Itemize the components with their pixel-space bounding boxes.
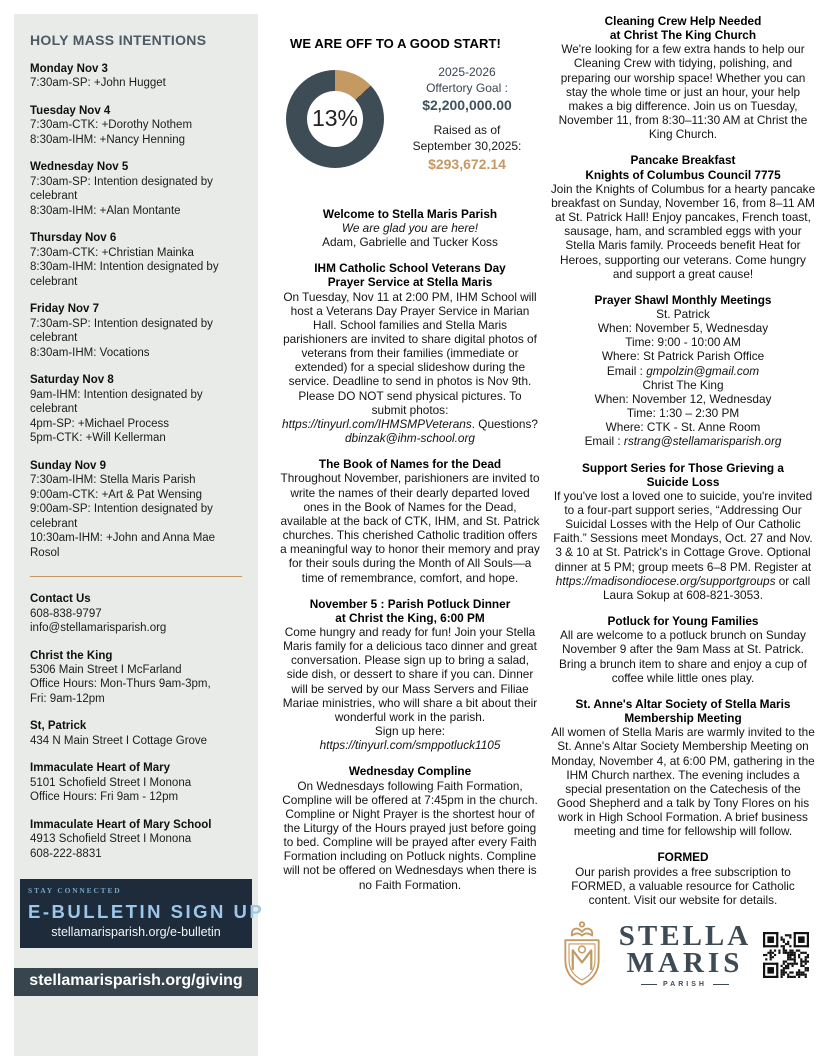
text-run: Time: 1:30 – 2:30 PM <box>626 406 740 421</box>
bulletin-section <box>550 14 816 141</box>
block-heading: Tuesday Nov 4 <box>30 104 111 117</box>
dash-right <box>713 984 729 985</box>
block-heading: Christ the King <box>30 649 113 662</box>
block-line: 4913 Schofield Street I Monona <box>30 833 192 846</box>
bulletin-section <box>550 614 816 685</box>
text-run: On Wednesdays following Faith Formation, Compline will be offered at 7:45pm in the church. Compline or Night Prayer is the shortest hour of the Liturgy of the Hours prayed just before going to bed. Compline will be prayed after every Faith Formation including on Potluck nights. Compline will not be offered on Wednesdays when there is no Faith Formation. <box>282 778 538 892</box>
info-block <box>30 231 242 289</box>
bulletin-section <box>280 457 540 584</box>
section-paragraph <box>550 42 816 141</box>
wordmark-sub-text: PARISH <box>663 980 707 988</box>
bulletin-section <box>280 207 540 249</box>
divider <box>30 576 242 577</box>
section-paragraph <box>550 307 816 321</box>
text-run: Where: St Patrick Parish Office <box>601 349 765 364</box>
block-line: 9:00am-SP: Intention designated by celebrant <box>30 503 213 530</box>
info-block <box>30 302 242 360</box>
block-line: 9:00am-CTK: +Art & Pat Wensing <box>30 488 203 501</box>
section-heading: Pancake Breakfast <box>630 153 736 168</box>
info-block <box>30 104 242 147</box>
text-run: Join the Knights of Columbus for a hearty pancake breakfast on Sunday, November 16, from 8–11 AM at St. Patrick Hall! Enjoy pancakes, French toast, sausage, ham, and scrambled eggs with your Stella Maris family. Proceeds benefit Heat for Heroes, supporting our veterans. Come hungry and support a great cause! <box>550 181 816 281</box>
text-run: St. Patrick <box>656 306 710 321</box>
text-run: We are glad you are here! <box>341 220 479 235</box>
right-sections <box>550 14 816 907</box>
section-heading: IHM Catholic School Veterans Day <box>314 261 506 276</box>
middle-sections <box>280 207 540 892</box>
block-line: 7:30am-CTK: +Christian Mainka <box>30 246 194 259</box>
section-paragraph <box>550 865 816 907</box>
section-heading: Support Series for Those Grieving a <box>582 460 784 475</box>
text-run: On Tuesday, Nov 11 at 2:00 PM, IHM School will host a Veterans Day Prayer Service in Marian Hall. School families and Stella Maris parishioners are invited to share digital photos of veterans from their families (immediate or extended) for a special slideshow during the service. Deadline to send in photos is Nov 9th. Please DO NOT send physical pictures. To submit photos: <box>283 289 537 417</box>
ebulletin-banner[interactable] <box>20 879 265 948</box>
sidebar <box>14 14 265 1056</box>
bulletin-section <box>550 153 816 280</box>
mass-intentions-title: HOLY MASS INTENTIONS <box>30 32 207 48</box>
section-paragraph <box>280 738 540 752</box>
text-run: Our parish provides a free subscription to FORMED, a valuable resource for Catholic content. Visit our website for details. <box>571 864 795 907</box>
link-text[interactable]: https://tinyurl.com/smppotluck1105 <box>319 738 501 753</box>
bulletin-section <box>550 461 816 603</box>
block-line: 7:30am-SP: Intention designated by celebrant <box>30 175 213 203</box>
logo-row <box>550 919 816 991</box>
section-heading: Membership Meeting <box>624 711 742 726</box>
parish-crest-icon <box>557 919 607 991</box>
block-line: 608-222-8831 <box>30 847 102 860</box>
contact-info-list <box>30 592 242 861</box>
section-heading: Knights of Columbus Council 7775 <box>585 167 781 182</box>
bulletin-section <box>280 764 540 891</box>
text-run: . Questions? <box>471 416 538 431</box>
block-heading: Immaculate Heart of Mary School <box>30 818 212 831</box>
block-line: info@stellamarisparish.org <box>30 622 167 635</box>
block-heading: Wednesday Nov 5 <box>30 161 129 174</box>
section-heading: Potluck for Young Families <box>607 614 759 629</box>
section-heading: at Christ the King, 6:00 PM <box>335 610 485 625</box>
link-text[interactable]: https://tinyurl.com/IHMSMPVeterans <box>282 416 472 431</box>
offertory-chart <box>286 65 540 173</box>
section-heading: Welcome to Stella Maris Parish <box>322 206 498 221</box>
dash-left <box>641 984 657 985</box>
section-paragraph <box>280 625 540 724</box>
text-run: Come hungry and ready for fun! Join your Stella Maris family for a delicious taco dinner and great conversation. Please sign up to bring a salad, side dish, or dessert to share if you can. Dinner will be served by our Mass Servers and Filiae Mariae ministries, who will share a bit about their wonderful work in the parish. <box>282 624 538 724</box>
wordmark-line1: STELLA <box>618 919 752 952</box>
section-paragraph <box>550 392 816 406</box>
offertory-headline: WE ARE OFF TO A GOOD START! <box>290 36 501 51</box>
section-paragraph <box>280 221 540 235</box>
section-paragraph <box>550 489 816 602</box>
bulletin-section <box>280 261 540 445</box>
block-line: 7:30am-CTK: +Dorothy Nothem <box>30 119 193 132</box>
block-line: 7:30am-IHM: Stella Maris Parish <box>30 474 196 487</box>
section-paragraph <box>280 235 540 249</box>
section-heading: Prayer Service at Stella Maris <box>327 275 493 290</box>
section-heading: St. Anne's Altar Society of Stella Maris <box>575 696 791 711</box>
goal-amount: $2,200,000.00 <box>422 97 512 114</box>
section-heading: November 5 : Parish Potluck Dinner <box>309 596 511 611</box>
block-line: 9am-IHM: Intention designated by celebrant <box>30 388 203 416</box>
link-text[interactable]: https://madisondiocese.org/supportgroups <box>555 573 776 588</box>
block-heading: Immaculate Heart of Mary <box>30 762 170 775</box>
section-heading: The Book of Names for the Dead <box>318 457 502 472</box>
block-line: 5101 Schofield Street I Monona <box>30 776 192 789</box>
ebulletin-eyebrow: STAY CONNECTED <box>28 886 122 896</box>
section-heading: FORMED <box>657 850 709 865</box>
info-block <box>30 62 242 91</box>
middle-column <box>280 14 540 1056</box>
donut-center-label <box>307 91 363 147</box>
link-text[interactable]: rstrang@stellamarisparish.org <box>623 434 782 449</box>
block-heading: Contact Us <box>30 593 91 606</box>
block-heading: Monday Nov 3 <box>30 63 108 75</box>
block-line: 8:30am-IHM: +Alan Montante <box>30 204 181 217</box>
info-block <box>30 459 242 560</box>
donut-chart <box>286 70 384 168</box>
block-line: Office Hours: Fri 9am - 12pm <box>30 791 179 804</box>
text-run: When: November 5, Wednesday <box>597 321 769 336</box>
section-heading: Wednesday Compline <box>348 764 472 779</box>
info-block <box>30 592 242 635</box>
text-run: Throughout November, parishioners are invited to write the names of their dearly departed loved ones in the Book of Names for the Dead, available at the back of CTK, IHM, and St. Patrick churches. This cherished Catholic tradition offers a meaningful way to honor their memory and pray for their souls during the Month of All Souls—a time of remembrance, comfort, and hope. <box>280 471 540 585</box>
block-heading: Thursday Nov 6 <box>30 232 117 245</box>
text-run: We're looking for a few extra hands to help our Cleaning Crew with tidying, polishing, and preparing our worship space! Whether you can stay the whole time or just an hour, your help makes a big difference. Join us on Tuesday, November 11, from 8:30–11:30 AM at Christ the King Church. <box>558 42 808 142</box>
block-line: Office Hours: Mon-Thurs 9am-3pm, <box>30 678 211 691</box>
link-text[interactable]: dbinzak@ihm-school.org <box>344 431 475 446</box>
section-paragraph <box>550 434 816 448</box>
info-block <box>30 373 242 445</box>
block-line: 608-838-9797 <box>30 607 102 620</box>
text-run: Email : <box>584 434 624 449</box>
info-block <box>30 649 242 707</box>
bulletin-section <box>550 293 816 449</box>
info-block <box>30 761 242 804</box>
qr-code <box>763 932 809 978</box>
section-heading: Prayer Shawl Monthly Meetings <box>594 292 772 307</box>
offertory-figures <box>394 65 540 173</box>
block-heading: Sunday Nov 9 <box>30 459 107 472</box>
block-line: 10:30am-IHM: +John and Anna Mae Rosol <box>30 532 216 559</box>
text-run: If you've lost a loved one to suicide, you're invited to a four-part support series, “Addressing Our Suicidal Losses with the Help of Our Catholic Faith.” Sessions meet Mondays, Oct. 27 and Nov. 3 & 10 at St. Patrick's in Cottage Grove. Optional dinner at 5 PM; group meets 6–8 PM. Register at <box>553 488 813 574</box>
section-paragraph <box>280 290 540 446</box>
section-paragraph <box>550 335 816 349</box>
section-paragraph <box>280 471 540 584</box>
section-paragraph <box>550 406 816 420</box>
section-paragraph <box>280 779 540 892</box>
block-line: 434 N Main Street I Cottage Grove <box>30 734 208 747</box>
raised-amount: $293,672.14 <box>428 155 506 172</box>
text-run: Email : <box>606 363 647 378</box>
text-run: All are welcome to a potluck brunch on Sunday November 9 after the 9am Mass at St. Patrick. Bring a brunch item to share and enjoy a cup of coffee while little ones play. <box>559 628 807 685</box>
ebulletin-url: stellamarisparish.org/e-bulletin <box>51 925 221 940</box>
block-heading: Saturday Nov 8 <box>30 374 114 387</box>
block-line: 5306 Main Street I McFarland <box>30 663 182 676</box>
mass-intentions-list <box>30 62 242 560</box>
block-line: Fri: 9am-12pm <box>30 692 105 705</box>
goal-line: 2025-2026 <box>438 65 496 79</box>
wordmark-line2: MARIS <box>626 947 744 980</box>
text-run: Where: CTK - St. Anne Room <box>605 420 761 435</box>
text-run: Sign up here: <box>374 724 446 739</box>
text-run: All women of Stella Maris are warmly invited to the St. Anne's Altar Society Membership Meeting on Monday, November 4, at 6:00 PM, gathering in the IHM Church narthex. The evening includes a special presentation on the Catechesis of the Good Shepherd and a talk by Tony Flores on his work in High School Formation. A brief business meeting and time for fellowship will follow. <box>551 725 815 839</box>
giving-link[interactable]: stellamarisparish.org/giving <box>14 968 258 996</box>
section-paragraph <box>550 378 816 392</box>
block-line: 8:30am-IHM: Intention designated by celebrant <box>30 261 219 288</box>
text-run: When: November 12, Wednesday <box>594 391 772 406</box>
info-block <box>30 818 242 861</box>
goal-line: Offertory Goal : <box>426 80 508 95</box>
raised-line: September 30,2025: <box>412 138 522 153</box>
block-line: 8:30am-IHM: +Nancy Henning <box>30 133 186 146</box>
section-heading: Cleaning Crew Help Needed <box>604 14 762 28</box>
section-paragraph <box>550 349 816 363</box>
text-run: Time: 9:00 - 10:00 AM <box>625 335 741 350</box>
section-paragraph <box>280 724 540 738</box>
block-line: 7:30am-SP: +John Hugget <box>30 77 166 90</box>
section-paragraph <box>550 321 816 335</box>
section-paragraph <box>550 420 816 434</box>
block-heading: Friday Nov 7 <box>30 303 100 316</box>
block-line: 5pm-CTK: +Will Kellerman <box>30 432 166 445</box>
ebulletin-title: E-BULLETIN SIGN UP <box>28 901 265 923</box>
info-block <box>30 160 242 218</box>
section-heading: Suicide Loss <box>646 474 720 489</box>
wordmark-subtitle <box>619 981 751 988</box>
section-paragraph <box>550 628 816 685</box>
bulletin-section <box>550 850 816 907</box>
text-run: Christ The King <box>642 377 724 392</box>
link-text[interactable]: gmpolzin@gmail.com <box>646 363 760 378</box>
bulletin-section <box>550 697 816 839</box>
block-line: 8:30am-IHM: Vocations <box>30 346 150 359</box>
text-run: or call Laura Sokup at 608-821-3053. <box>602 573 811 602</box>
block-line: 4pm-SP: +Michael Process <box>30 417 170 430</box>
percent-value: 13% <box>311 105 359 132</box>
block-line: 7:30am-SP: Intention designated by celebrant <box>30 317 213 345</box>
text-run: Adam, Gabrielle and Tucker Koss <box>322 235 498 250</box>
info-block <box>30 719 242 748</box>
section-paragraph <box>550 182 816 281</box>
section-paragraph <box>550 725 816 838</box>
right-column <box>550 14 816 1056</box>
parish-wordmark <box>618 919 752 988</box>
section-paragraph <box>550 364 816 378</box>
bulletin-section <box>280 597 540 753</box>
section-heading: at Christ The King Church <box>609 28 757 43</box>
block-heading: St, Patrick <box>30 720 87 733</box>
raised-line: Raised as of <box>433 123 501 138</box>
